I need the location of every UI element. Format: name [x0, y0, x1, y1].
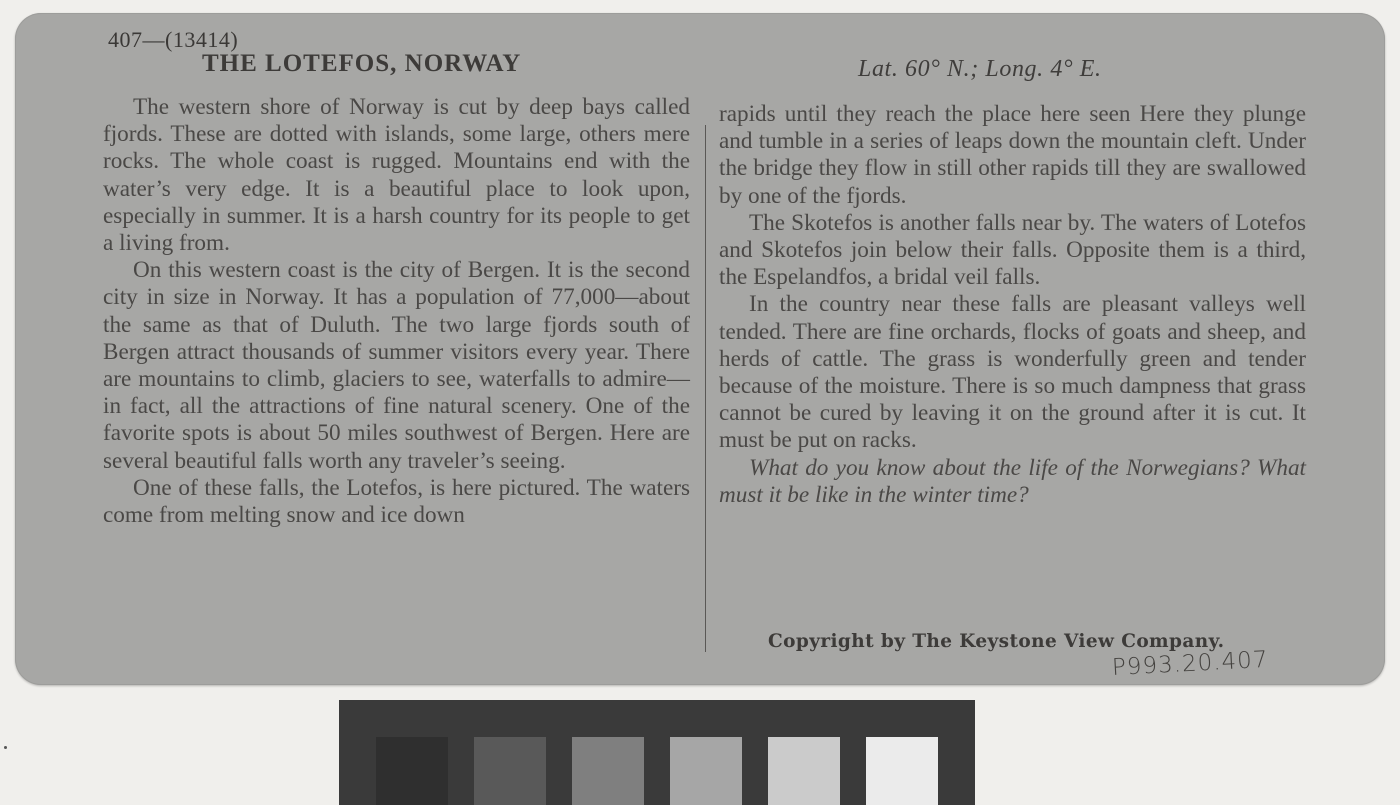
catalog-number: 407—(13414) — [108, 27, 239, 52]
paragraph: On this western coast is the city of Bergen. It is the second city in size in Norway. It has a population of 77,000—about the same as that of Duluth. The two large fjords south of Bergen attract thousands of summer visitors every year. There are mountains to climb, glaciers to see, waterfalls to admire—in fact, all the attractions of fine natural scenery. One of the favorite spots is about 50 miles southwest of Bergen. Here are several beautiful falls worth any traveler’s seeing. — [103, 257, 690, 474]
gray-swatch — [866, 737, 938, 805]
gray-swatch — [474, 737, 546, 805]
accession-number: P993.20.407 — [1111, 646, 1270, 681]
gray-swatch — [768, 737, 840, 805]
gray-swatch — [572, 737, 644, 805]
column-divider — [705, 125, 706, 652]
paragraph: The Skotefos is another falls near by. The waters of Lotefos and Skotefos join below their falls. Opposite them is a third, the Espelandfos, a bridal veil falls. — [719, 209, 1306, 291]
paragraph: One of these falls, the Lotefos, is here pictured. The waters come from melting snow and ice down — [103, 474, 690, 529]
card-title: THE LOTEFOS, NORWAY — [202, 50, 522, 77]
copyright-line: Copyright by The Keystone View Company. — [768, 631, 1225, 652]
study-question: What do you know about the life of the Norwegians? What must it be like in the winter time? — [719, 454, 1306, 508]
gray-swatch — [670, 737, 742, 805]
paragraph: rapids until they reach the place here seen Here they plunge and tumble in a series of leaps down the mountain cleft. Under the bridge they flow in still other rapids till they are swallowed by one of the fjords. — [719, 101, 1306, 209]
coordinates: Lat. 60° N.; Long. 4° E. — [858, 56, 1102, 82]
paragraph: The western shore of Norway is cut by deep bays called fjords. These are dotted with islands, some large, others mere rocks. The whole coast is rugged. Mountains end with the water’s very edge. It is a beautiful place to look upon, especially in summer. It is a harsh country for its people to get a living from. — [103, 94, 690, 257]
left-column — [103, 94, 690, 529]
paragraph: In the country near these falls are pleasant valleys well tended. There are fine orchards, flocks of goats and sheep, and herds of cattle. The grass is wonderfully green and tender because of the moisture. There is so much dampness that grass cannot be cured by leaving it on the ground after it is cut. It must be put on racks. — [719, 291, 1306, 454]
right-column — [719, 101, 1306, 509]
gray-swatch — [376, 737, 448, 805]
speck — [4, 746, 7, 749]
color-reference-bar — [339, 700, 975, 805]
